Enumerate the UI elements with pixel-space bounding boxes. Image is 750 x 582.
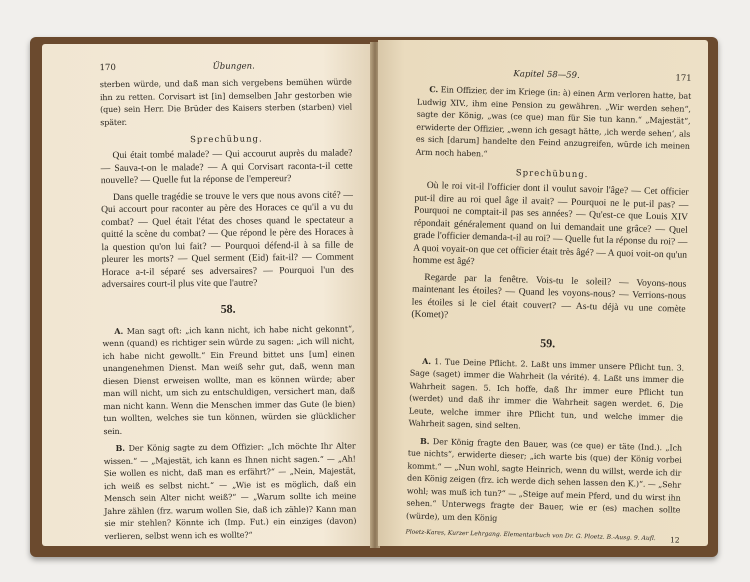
section-title: Sprechübung. <box>190 134 263 146</box>
page-number: 171 <box>675 73 692 84</box>
exercise-b <box>406 434 682 530</box>
exercise-a <box>102 322 355 438</box>
exercise-label: B. <box>115 442 126 453</box>
exercise-b <box>104 439 357 543</box>
exercise-label: A. <box>422 355 432 366</box>
exercise-text: Man sagt oft: „ich kann nicht, ich habe nicht gekonnt“, wenn (quand) es richtiger sein würde zu sagen: „ich will nicht, ich habe nicht gewollt.“ Ein Freund bittet uns [um] einen unangenehmen Dienst. Man weiß sehr gut, daß, wenn man diesen Dienst erweisen wollte, man es können würde; aber man will nicht, um sich zu entschuldigen, versichert man, daß man nicht kann. Wenn die Menschen immer das Gute (le bien) tun wollten, welches sie tun können, würden sie glücklicher sein. <box>102 323 356 436</box>
sprechuebung-paragraph: Regarde par la fenêtre. Vois-tu le soleil? — Voyons-nous maintenant les étoiles? — Quand les voyons-nous? — Verrions-nous les étoiles si le ciel était couvert? — As-tu déjà vu une comète (Komet)? <box>411 271 687 321</box>
page-number: 170 <box>99 62 116 74</box>
sprechuebung-paragraph: Qui était tombé malade? — Qui accourut auprès du malade? — Sauva-t-on le malade? — A qui Corvisart raconta-t-il cette nouvelle? — Quelle fut la réponse de l'empereur? <box>100 147 353 187</box>
sprechuebung-paragraph: Où le roi vit-il l'officier dont il voulut savoir l'âge? — Cet officier put-il dire au roi quel âge il avait? — Pourquoi ne le put-il pas? — Pourquoi ne comptait-il pas ses années? — Qu'est-ce que Louis XIV répondait généralement quand on lui demandait une grâce? — Quel grade l'officier demanda-t-il au roi? — Quelle fut la réponse du roi? — A quoi voyait-on que cet officier était très âgé? — A quoi voit-on qu'un homme est âgé? <box>412 179 689 268</box>
footer-imprint: Ploetz-Kares, Kurzer Lehrgang. Elementarbuch von Dr. G. Ploetz. B.-Ausg. 9. Aufl. <box>405 528 656 543</box>
right-page-header <box>418 67 692 84</box>
exercise-c <box>415 83 691 166</box>
left-page-header <box>100 60 352 73</box>
intro-paragraph: sterben würde, und daß man sich vergebens bemühen würde ihn zu retten. Corvisart ist [in] demselben Jahr gestorben wie (que) sein Herr. Die Brüder des Kaisers sterben (starben) viel später. <box>99 77 353 127</box>
exercise-text: Ein Offizier, der im Kriege (in: à) einen Arm verloren hatte, bat Ludwig XIV., ihm eine Pension zu gewähren. „Wir werden sehen“, sagte der König, „was (ce que) man für Sie tun kann.“ „Majestät“, erwiderte der Offizier, „wenn ich gesagt hätte, ‚ich werde sehen‘, als es sich [darum] handelte den Feind anzugreifen, würde ich meinen Arm noch haben.“ <box>415 85 692 158</box>
exercise-number: 58. <box>220 301 236 316</box>
exercise-a <box>408 354 684 437</box>
exercise-text: Der König sagte zu dem Offizier: „Ich möchte Ihr Alter wissen.“ — „Majestät, ich kann es Ihnen nicht sagen.“ — „Ah! Sie wollen es nicht, daß man es erfährt?“ — „Nein, Majestät, ich weiß es selbst nicht.“ — „Wie ist es möglich, daß ein Mensch sein Alter nicht weiß?“ — „Warum sollte ich meine Jahre zählen (frz. warum wollen Sie, daß ich zähle)? Kann man sie mir stehlen? Könnte ich (Imp. Fut.) ein einziges (davon) verlieren, selbst wenn ich es wollte?“ <box>103 441 357 541</box>
exercise-label: B. <box>419 435 430 446</box>
section-title: Sprechübung. <box>515 168 589 181</box>
exercise-text: 1. Tue Deine Pflicht. 2. Laßt uns immer unsere Pflicht tun. 3. Sage (saget) immer die Wahrheit (la vérité). 4. Laßt uns immer die Wahrheit sagen. 5. Ich hoffe, daß Ihr immer eure Pflicht tun (werdet) und daß ihr immer die Wahrheit sagen werdet. 6. Die Leute, welche immer ihre Pflicht tun, und welche immer die Wahrheit sagen, sind selten. <box>408 356 685 431</box>
page-footer <box>406 528 680 544</box>
exercise-label: C. <box>429 83 439 95</box>
sprechuebung-paragraph: Dans quelle tragédie se trouve le vers que nous avons cité? — Qui accourt pour raconter au père des Horaces ce qu'il a vu du combat? — Quel était l'état des choses quand le spectateur a quitté la scène du combat? — Que répond le père des Horaces à la question qu'on lui fait? — Pourquoi défend-il à sa fille de pleurer les morts? — Quel serment (Eid) fait-il? — Comment Horace a-t-il séparé ses adversaires? — Pourquoi l'un des adversaires court-il plus vite que l'autre? <box>101 188 354 291</box>
exercise-text: Der König fragte den Bauer, was (ce que) er täte (Ind.). „Ich tue nichts“, erwiderte dieser; „ich warte bis (que) der König vorbei kommt.“ — „Nun wohl, sagte Heinrich, wenn du willst, werde ich dir den König zeigen (frz. ich werde dich sehen lassen den K.)“. — „Sehr wohl; was muß ich tun?“ — „Steige auf mein Pferd, und du wirst ihn sehen.“ Unterwegs fragte der Bauer, wie er (es) machen sollte (würde), um den König <box>406 436 683 523</box>
running-title: Übungen. <box>212 61 255 72</box>
signature-mark: 12 <box>669 535 680 545</box>
exercise-number: 59. <box>540 335 556 350</box>
running-title: Kapitel 58—59. <box>513 69 580 81</box>
exercise-label: A. <box>114 325 124 336</box>
left-page <box>42 44 372 546</box>
right-page <box>378 40 708 546</box>
